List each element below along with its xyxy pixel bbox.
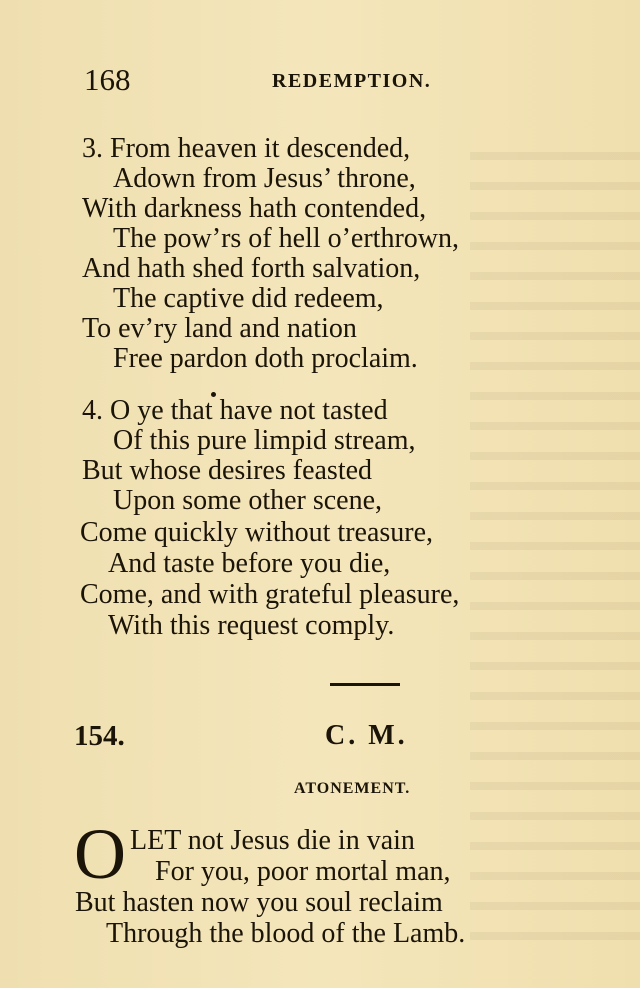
verse-line: Adown from Jesus’ throne,: [113, 163, 416, 194]
verse-line: The captive did redeem,: [113, 283, 384, 314]
verse-line: The pow’rs of hell o’erthrown,: [113, 223, 460, 254]
verse-line: Come, and with grateful pleasure,: [80, 579, 460, 610]
verse-line: For you, poor mortal man,: [155, 856, 451, 887]
verse-line: Upon some other scene,: [113, 485, 383, 516]
verse-line: LET not Jesus die in vain: [130, 825, 415, 856]
verse-line: 3. From heaven it descended,: [82, 133, 411, 164]
section-divider: [330, 683, 400, 686]
verse-line: To ev’ry land and nation: [82, 313, 357, 344]
running-head: REDEMPTION.: [272, 70, 432, 92]
verse-line: Through the blood of the Lamb.: [106, 918, 466, 949]
verse-line: But hasten now you soul reclaim: [75, 887, 443, 918]
verse-line: But whose desires feasted: [82, 455, 373, 486]
verse-line: With this request comply.: [108, 610, 395, 641]
verse-line: Free pardon doth proclaim.: [113, 343, 418, 374]
verse-line: With darkness hath contended,: [82, 193, 427, 224]
drop-cap: O: [74, 814, 126, 894]
verse-line: And taste before you die,: [108, 548, 391, 579]
verse-line: 4. O ye that have not tasted: [82, 395, 388, 426]
hymn-title: ATONEMENT.: [294, 780, 411, 797]
hymn-meter: C. M.: [325, 720, 408, 751]
show-through-texture: [470, 130, 640, 950]
verse-line: And hath shed forth salvation,: [82, 253, 421, 284]
verse-line: Come quickly without treasure,: [80, 517, 434, 548]
hymn-number: 154.: [74, 720, 125, 752]
verse-line: Of this pure limpid stream,: [113, 425, 416, 456]
page-number: 168: [84, 62, 131, 97]
